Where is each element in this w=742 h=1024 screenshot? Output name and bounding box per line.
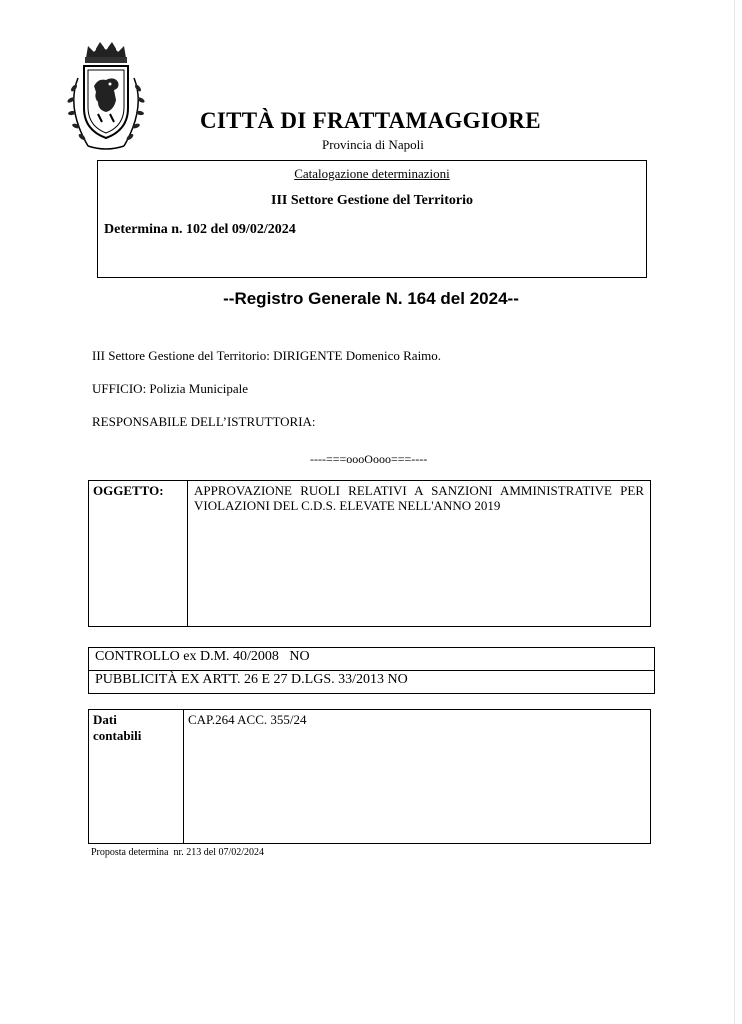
registro-generale: --Registro Generale N. 164 del 2024-- — [223, 289, 519, 308]
proposal-footer: Proposta determina nr. 213 del 07/02/2024 — [91, 847, 265, 858]
responsabile-line: RESPONSABILE DELL’ISTRUTTORIA: — [92, 414, 316, 429]
oggetto-text: APPROVAZIONE RUOLI RELATIVI A SANZIONI AMMINISTRATIVE PER VIOLAZIONI DEL C.D.S. ELEVATE NELL'ANNO 2019 — [188, 481, 651, 627]
dati-contabili-label — [89, 710, 184, 844]
dirigente-line: III Settore Gestione del Territorio: DIRIGENTE Domenico Raimo. — [92, 348, 442, 363]
catalog-box — [97, 160, 647, 278]
dati-label-line2: contabili — [93, 728, 142, 743]
ufficio-line: UFFICIO: Polizia Municipale — [92, 381, 248, 396]
controllo-row: CONTROLLO ex D.M. 40/2008 NO — [89, 648, 655, 671]
determina-number: Determina n. 102 del 09/02/2024 — [104, 222, 296, 237]
catalog-title: Catalogazione determinazioni — [294, 166, 450, 181]
province-name: Provincia di Napoli — [322, 137, 424, 152]
controls-table — [88, 647, 655, 694]
dati-contabili-value: CAP.264 ACC. 355/24 — [184, 710, 651, 844]
oggetto-label: OGGETTO: — [89, 481, 188, 627]
dati-label-line1: Dati — [93, 712, 117, 727]
city-name: CITTÀ DI FRATTAMAGGIORE — [200, 108, 541, 133]
separator: ----===oooOooo===---- — [310, 452, 428, 466]
oggetto-table — [88, 480, 651, 627]
dati-contabili-table — [88, 709, 651, 844]
pubblicita-row: PUBBLICITÀ EX ARTT. 26 E 27 D.LGS. 33/2013 NO — [89, 671, 655, 694]
catalog-sector: III Settore Gestione del Territorio — [271, 193, 473, 208]
city-coat-of-arms-icon — [58, 38, 154, 156]
